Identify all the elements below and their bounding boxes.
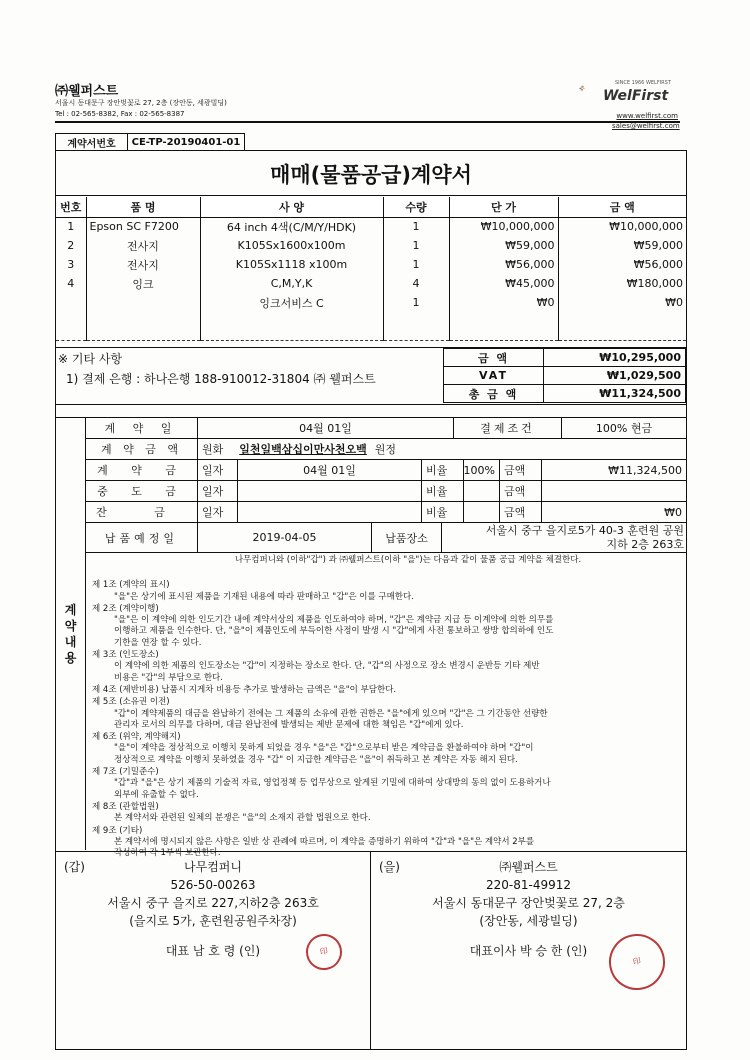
balance-row xyxy=(86,502,686,523)
col-header-name: 품 명 xyxy=(86,197,200,217)
article-heading: 제 5조 (소유권 이전) xyxy=(92,697,170,708)
contract-amount-label: 계 약 금 액 xyxy=(86,439,198,459)
deposit-row xyxy=(86,460,686,481)
item-amount: ₩0 xyxy=(665,296,683,309)
deposit-ratio-label: 비율 xyxy=(422,460,464,480)
extra-title: ※ 기타 사항 xyxy=(58,352,123,366)
party-b-stamp: 印 xyxy=(604,929,670,995)
item-qty: 1 xyxy=(383,217,449,236)
article-line: 기한을 연장 할 수 있다. xyxy=(114,637,202,648)
party-a-rep-name: 대표 남 호 령 xyxy=(165,944,236,958)
col-header-price: 단 가 xyxy=(449,197,558,217)
item-no: 2 xyxy=(56,236,86,255)
address-line: 서울시 동대문구 장안벚꽃로 27, 2층 (장안동, 세광빌딩) xyxy=(55,99,227,107)
delivery-row xyxy=(86,523,686,553)
item-price: ₩56,000 xyxy=(449,255,558,274)
contract-date-value: 04월 01일 xyxy=(198,418,454,438)
item-amount: ₩10,000,000 xyxy=(609,220,683,234)
table-row xyxy=(56,217,686,236)
item-name: 잉크 xyxy=(86,274,200,293)
interim-amount-label: 금액 xyxy=(500,481,542,501)
interim-label: 중 도 금 xyxy=(86,481,198,501)
party-b-seal-label: (인) xyxy=(566,944,588,958)
side-char: 계 xyxy=(64,603,77,617)
article-heading: 제 4조 (제반비용) 납품시 지게차 비용등 추가로 발생하는 금액은 "을"이 부담한다. xyxy=(92,684,397,695)
contract-date-label: 계 약 일 xyxy=(86,418,198,438)
item-price: ₩10,000,000 xyxy=(449,217,558,236)
side-char: 약 xyxy=(64,619,77,633)
item-qty: 1 xyxy=(383,293,449,312)
item-spec: 잉크서비스 C xyxy=(200,293,383,312)
delivery-date-label: 납품예정일 xyxy=(86,523,198,552)
article-heading: 제 6조 (위약, 계약해지) xyxy=(92,732,181,743)
article xyxy=(92,802,684,825)
party-b-rep-name: 대표이사 박 승 한 xyxy=(469,944,563,958)
item-spec: K105Sx1600x100m xyxy=(200,236,383,255)
article-line: "갑"과 "을"은 상기 제품의 기술적 자료, 영업정책 등 업무상으로 알게된 기밀에 대하여 상대방의 동의 없이 도용하거나 xyxy=(114,778,551,789)
article xyxy=(92,767,684,801)
delivery-place-line1: 서울시 중구 을지로5가 40-3 훈련원 공원 xyxy=(485,523,684,537)
item-qty: 1 xyxy=(383,255,449,274)
contact-line: Tel : 02-565-8382, Fax : 02-565-8387 xyxy=(55,110,185,118)
item-name: 전사지 xyxy=(86,255,200,274)
item-amount: ₩56,000 xyxy=(633,258,683,271)
contract-amount-row xyxy=(86,439,686,460)
table-row xyxy=(56,255,686,274)
article-line: "을"은 상기에 표시된 제품을 기재된 내용에 따라 판매하고 "갑"은 이를 구매한다. xyxy=(114,591,414,602)
items-header-row xyxy=(56,197,686,217)
extra-payment-line: 1) 결제 은행 : 하나은행 188-910012-31804 ㈜ 웰퍼스트 xyxy=(66,372,376,386)
item-no xyxy=(56,293,86,312)
col-header-no: 번호 xyxy=(56,197,86,217)
email-link[interactable]: sales@welfirst.com xyxy=(612,122,680,130)
article xyxy=(92,697,684,731)
item-spec: 64 inch 4색(C/M/Y/HDK) xyxy=(200,217,383,236)
deposit-amount-label: 금액 xyxy=(500,460,542,480)
article-heading: 제 3조 (인도장소) xyxy=(92,650,159,661)
delivery-place-label: 납품장소 xyxy=(372,523,442,552)
articles-list xyxy=(92,580,684,859)
interim-date-label: 일자 xyxy=(198,481,238,501)
party-a-tag: (갑) xyxy=(64,860,85,874)
article xyxy=(92,650,684,684)
deposit-date-label: 일자 xyxy=(198,460,238,480)
article-line: "을"은 이 계약에 의한 인도기간 내에 계약서상의 제품을 인도하여야 하며, "갑"은 계약금 지급 등 이계약에 의한 의무를 xyxy=(114,615,554,626)
col-header-spec: 사 양 xyxy=(200,197,383,217)
vat-value: ₩1,029,500 xyxy=(544,367,686,385)
won-suffix: 원정 xyxy=(374,443,397,456)
amount-korean: 일천일백삼십이만사천오백 xyxy=(239,443,367,456)
item-name: 전사지 xyxy=(86,236,200,255)
item-price: ₩0 xyxy=(449,293,558,312)
table-row xyxy=(56,274,686,293)
col-header-qty: 수량 xyxy=(383,197,449,217)
total-value: ₩10,295,000 xyxy=(544,349,686,367)
article-line: 외부에 유출할 수 없다. xyxy=(114,789,199,800)
item-qty: 1 xyxy=(383,236,449,255)
article xyxy=(92,685,684,696)
deposit-label: 계 약 금 xyxy=(86,460,198,480)
article-line: 본 계약서와 관련된 일체의 분쟁은 "을"의 소재지 관할 법원으로 한다. xyxy=(114,813,371,824)
party-b-address1: 서울시 동대문구 장안벚꽃로 27, 2층 xyxy=(432,896,625,910)
item-name: Epson SC F7200 xyxy=(86,217,200,236)
article-heading: 제 9조 (기타) xyxy=(92,825,143,836)
interim-ratio-label: 비율 xyxy=(422,481,464,501)
party-b-regno: 220-81-49912 xyxy=(485,878,571,892)
grand-total-value: ₩11,324,500 xyxy=(544,385,686,403)
contract-amount-value xyxy=(198,439,686,459)
logo-tagline: SINCE 1966 WELFIRST xyxy=(615,80,671,86)
contract-number-label: 계약서번호 xyxy=(56,134,128,150)
party-a-stamp: 印 xyxy=(303,931,346,974)
vat-row xyxy=(444,367,686,385)
total-row xyxy=(444,349,686,367)
balance-date-value xyxy=(238,502,422,522)
party-a xyxy=(56,852,371,1050)
contract-number-box xyxy=(55,133,245,151)
logo-text: WelFirst xyxy=(603,88,669,104)
deposit-amount-value: ₩11,324,500 xyxy=(608,463,682,477)
website-link[interactable]: www.welfirst.com xyxy=(616,112,678,120)
header-divider xyxy=(55,121,680,123)
item-amount: ₩59,000 xyxy=(633,239,683,252)
party-a-address1: 서울시 중구 을지로 227,지하2층 263호 xyxy=(107,896,319,910)
parties-section xyxy=(56,851,686,1049)
balance-date-label: 일자 xyxy=(198,502,238,522)
interim-row xyxy=(86,481,686,502)
item-spec: C,M,Y,K xyxy=(200,274,383,293)
grand-total-row xyxy=(444,385,686,403)
party-b-tag: (을) xyxy=(379,860,400,874)
col-header-amount: 금 액 xyxy=(558,197,686,217)
balance-amount-value: ₩0 xyxy=(664,505,682,519)
item-price: ₩45,000 xyxy=(449,274,558,293)
item-spec: K105Sx1118 x100m xyxy=(200,255,383,274)
article-heading: 제 2조 (계약이행) xyxy=(92,603,159,614)
total-label: 금 액 xyxy=(444,349,544,367)
article-line: "갑"이 계약제품의 대금을 완납하기 전에는 그 제품의 소유에 관한 권한은 "을"에게 있으며 "갑"은 그 기간동안 선량한 xyxy=(114,708,548,719)
article xyxy=(92,732,684,766)
table-row xyxy=(56,293,686,312)
party-b xyxy=(371,852,686,1050)
delivery-place-line2: 지하 2층 263호 xyxy=(606,537,684,551)
item-no: 1 xyxy=(56,217,86,236)
company-address xyxy=(55,98,227,120)
article-line: 이행하고 제품을 인수한다. 단, "을"이 제품인도에 부득이한 사정이 발생 시 "갑"에게 사전 통보하고 쌍방 합의하에 인도 xyxy=(114,626,554,637)
interim-amount-value xyxy=(542,481,686,501)
article-line: 이 계약에 의한 제품의 인도장소는 "갑"이 지정하는 장소로 한다. 단, "갑"의 사정으로 장소 변경시 운반등 기타 제반 xyxy=(114,661,540,672)
interim-ratio-value xyxy=(464,481,500,501)
deposit-ratio-value: 100% xyxy=(464,460,500,480)
grand-total-label: 총 금 액 xyxy=(444,385,544,403)
balance-ratio-label: 비율 xyxy=(422,502,464,522)
balance-ratio-value xyxy=(464,502,500,522)
balance-label: 잔 금 xyxy=(86,502,198,522)
article-heading: 제 1조 (계약의 표시) xyxy=(92,580,170,591)
side-char: 내 xyxy=(64,635,77,649)
items-table xyxy=(56,197,686,341)
article-heading: 제 7조 (기밀준수) xyxy=(92,767,159,778)
balance-amount-label: 금액 xyxy=(500,502,542,522)
totals-table xyxy=(443,348,686,403)
table-row xyxy=(56,236,686,255)
contract-number-value: CE-TP-20190401-01 xyxy=(131,136,241,148)
side-char: 용 xyxy=(64,651,77,665)
item-amount: ₩180,000 xyxy=(626,277,683,290)
article-line: 관리자 로서의 의무를 다하며, 대금 완납전에 발생되는 제반 문제에 대한 책임은 "갑"에게 있다. xyxy=(114,719,464,730)
article-heading: 제 8조 (관할법원) xyxy=(92,801,159,812)
won-label: 원화 xyxy=(202,443,224,456)
contract-content-side-label xyxy=(56,418,86,850)
item-name xyxy=(86,293,200,312)
company-name: ㈜웰퍼스트 xyxy=(55,84,119,99)
contract-date-row xyxy=(86,418,686,439)
article-line: 비용은 "갑"의 부담으로 한다. xyxy=(114,672,223,683)
delivery-place-value xyxy=(442,523,686,552)
item-no: 4 xyxy=(56,274,86,293)
payment-terms-label: 결제조건 xyxy=(454,418,562,438)
article-line: 작성하여 각 1부씩 보관한다. xyxy=(114,848,221,859)
vat-label: VAT xyxy=(444,367,544,385)
delivery-date-value: 2019-04-05 xyxy=(198,523,372,552)
item-price: ₩59,000 xyxy=(449,236,558,255)
item-no: 3 xyxy=(56,255,86,274)
article xyxy=(92,604,684,649)
party-a-regno: 526-50-00263 xyxy=(170,878,256,892)
deposit-date-value: 04월 01일 xyxy=(238,460,422,480)
item-qty: 4 xyxy=(383,274,449,293)
table-row-blank xyxy=(56,312,686,340)
interim-date-value xyxy=(238,481,422,501)
party-b-address2: (장안동, 세광빌딩) xyxy=(479,914,578,928)
contract-clauses xyxy=(92,555,684,859)
article xyxy=(92,580,684,603)
party-a-seal-label: (인) xyxy=(239,944,261,958)
party-b-name: ㈜웰퍼스트 xyxy=(499,860,558,874)
party-a-name: 나무컴퍼니 xyxy=(184,860,242,874)
contract-intro: 나무컴퍼니와 (이하"갑") 과 ㈜웰퍼스트(이하 "을")는 다음과 같이 물품 공급 계약을 체결한다. xyxy=(234,555,582,565)
party-a-address2: (을지로 5가, 훈련원공원주차장) xyxy=(129,914,297,928)
payment-terms-value: 100% 현금 xyxy=(595,422,653,435)
article-line: 정상적으로 계약을 이행치 못하였을 경우 "갑" 이 지급한 계약금은 "을"이 취득하고 본 계약은 자동 해지 된다. xyxy=(114,754,518,765)
document-title: 매매(물품공급)계약서 xyxy=(56,152,686,196)
article-line: "을"이 계약을 정상적으로 이행치 못하게 되었을 경우 "을"은 "갑"으로부터 받은 계약금을 환불하여야 하며 "갑"이 xyxy=(114,743,534,754)
article-line: 본 계약서에 명시되지 않은 사항은 일반 상 관례에 따르며, 이 계약을 증명하기 위하여 "갑"과 "을"은 계약서 2부를 xyxy=(114,836,535,847)
